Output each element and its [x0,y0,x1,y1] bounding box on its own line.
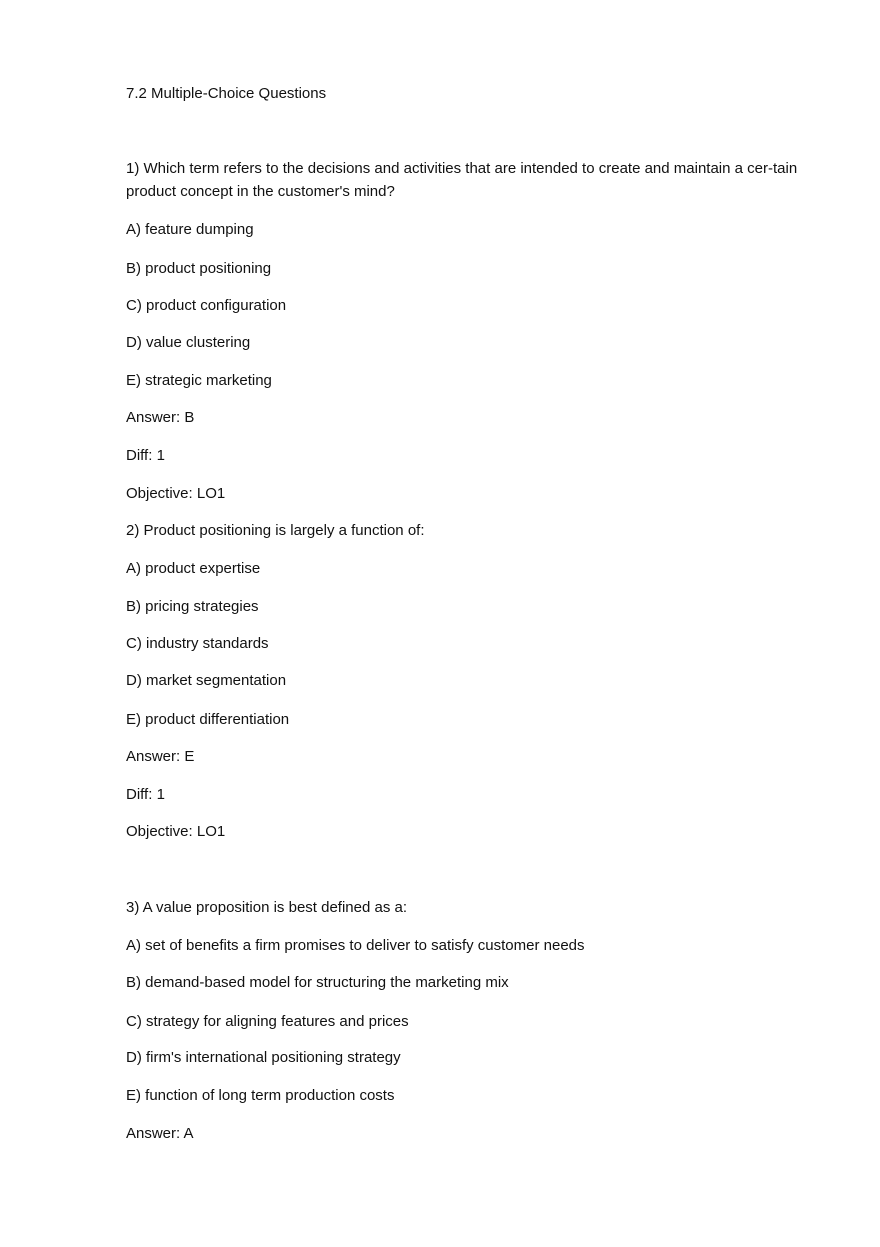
question-1-prompt: 1) Which term refers to the decisions and activities that are intended to create and maintain a cer-tain product concept in the customer's mind? [126,160,798,200]
question-1-option-e: E) strategic marketing [126,372,272,389]
question-2-option-c: C) industry standards [126,635,269,652]
question-2-diff: Diff: 1 [126,786,165,803]
question-3-option-b: B) demand-based model for structuring the marketing mix [126,974,509,991]
question-3-prompt: 3) A value proposition is best defined as a: [126,899,408,916]
question-1-option-d: D) value clustering [126,334,251,351]
question-2-option-b: B) pricing strategies [126,598,259,615]
question-1-diff: Diff: 1 [126,447,165,464]
question-2-objective: Objective: LO1 [126,823,226,840]
question-2-option-a: A) product expertise [126,560,261,577]
question-2-prompt: 2) Product positioning is largely a function of: [126,522,425,539]
question-3-option-c: C) strategy for aligning features and prices [126,1013,409,1030]
section-heading: 7.2 Multiple-Choice Questions [126,85,327,102]
question-1-objective: Objective: LO1 [126,485,226,502]
question-2-option-e: E) product differentiation [126,711,290,728]
question-3-answer: Answer: A [126,1125,194,1142]
question-1-option-b: B) product positioning [126,260,272,277]
question-3-option-d: D) firm's international positioning strategy [126,1049,401,1066]
question-2-answer: Answer: E [126,748,195,765]
question-3-option-e: E) function of long term production costs [126,1087,395,1104]
question-1-option-a: A) feature dumping [126,221,254,238]
question-3-option-a: A) set of benefits a firm promises to deliver to satisfy customer needs [126,937,585,954]
question-1-answer: Answer: B [126,409,195,426]
question-2-option-d: D) market segmentation [126,672,287,689]
question-1-option-c: C) product configuration [126,297,287,314]
